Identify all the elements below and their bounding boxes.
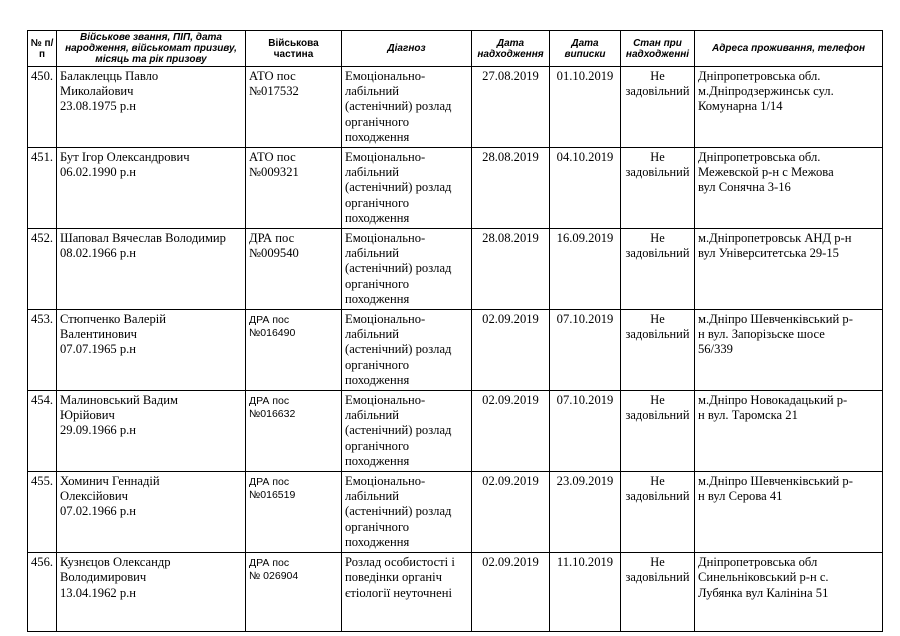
state-cell-line: Не <box>650 555 665 570</box>
table-row <box>28 553 883 632</box>
diagnosis-cell-line: Емоціонально- <box>345 393 426 408</box>
diagnosis-cell <box>342 472 472 553</box>
admission-date: 02.09.2019 <box>472 391 550 472</box>
unit-cell-line: №016632 <box>249 408 296 421</box>
discharge-date: 01.10.2019 <box>550 67 621 148</box>
diagnosis-cell-line: лабільний <box>345 408 400 423</box>
person-cell <box>57 67 246 148</box>
unit-cell-line: №017532 <box>249 84 299 99</box>
diagnosis-cell-line: лабільний <box>345 327 400 342</box>
state-cell-line: задовільний <box>625 84 690 99</box>
person-cell-line: 08.02.1966 р.н <box>60 246 137 261</box>
state-cell-line: Не <box>650 150 665 165</box>
unit-cell <box>246 391 342 472</box>
state-cell-line: задовільний <box>625 408 690 423</box>
header-row <box>28 31 883 67</box>
unit-cell-line: ДРА пос <box>249 395 290 408</box>
diagnosis-cell-line: Емоціонально- <box>345 69 426 83</box>
diagnosis-cell-line: Емоціонально- <box>345 312 426 327</box>
address-cell <box>695 148 883 229</box>
person-cell-line: 07.07.1965 р.н <box>60 342 137 357</box>
diagnosis-cell <box>342 310 472 391</box>
row-number: 450. <box>28 67 57 148</box>
header-person: Військове звання, ПІП, дата народження, військомат призиву, місяць та рік призову <box>57 31 246 67</box>
diagnosis-cell-line: органічного <box>345 519 410 534</box>
discharge-date: 04.10.2019 <box>550 148 621 229</box>
row-number: 452. <box>28 229 57 310</box>
diagnosis-cell-line: лабільний <box>345 489 400 504</box>
unit-cell-line: №016519 <box>249 489 296 502</box>
person-cell-line: Бут Ігор Олександрович <box>60 150 190 165</box>
person-cell <box>57 553 246 632</box>
discharge-date: 11.10.2019 <box>550 553 621 632</box>
person-cell <box>57 229 246 310</box>
address-cell-line: Дніпропетровська обл <box>698 555 818 570</box>
diagnosis-cell-line: органічного <box>345 195 410 210</box>
address-cell <box>695 391 883 472</box>
address-cell-line: Межевской р-н с Межова <box>698 165 834 180</box>
address-cell <box>695 553 883 632</box>
diagnosis-cell-line: (астенічний) розлад <box>345 342 452 357</box>
row-number: 455. <box>28 472 57 553</box>
person-cell-line: Юрійович <box>60 408 115 423</box>
diagnosis-cell-line: (астенічний) розлад <box>345 504 452 519</box>
diagnosis-cell-line: органічного <box>345 438 410 453</box>
unit-cell <box>246 310 342 391</box>
admission-date: 28.08.2019 <box>472 148 550 229</box>
person-cell-line: Малиновський Вадим <box>60 393 179 408</box>
diagnosis-cell <box>342 148 472 229</box>
diagnosis-cell-line: походження <box>345 372 410 387</box>
patients-register-table <box>27 30 883 632</box>
diagnosis-cell-line: (астенічний) розлад <box>345 180 452 195</box>
person-cell <box>57 391 246 472</box>
address-cell-line: Дніпропетровська обл. <box>698 69 821 83</box>
person-cell-line: Балаклецць Павло <box>60 69 159 83</box>
unit-cell-line: № 026904 <box>249 570 299 583</box>
diagnosis-cell-line: органічного <box>345 357 410 372</box>
address-cell <box>695 229 883 310</box>
diagnosis-cell <box>342 553 472 632</box>
diagnosis-cell <box>342 67 472 148</box>
header-unit: Військова частина <box>246 31 342 67</box>
state-cell-line: задовільний <box>625 570 690 585</box>
person-cell-line: Миколайович <box>60 84 134 99</box>
address-cell-line: н вул Серова 41 <box>698 489 783 504</box>
unit-cell-line: ДРА пос <box>249 476 290 489</box>
admission-date: 02.09.2019 <box>472 553 550 632</box>
row-number: 456. <box>28 553 57 632</box>
state-cell-line: Не <box>650 312 665 327</box>
state-cell-line: задовільний <box>625 489 690 504</box>
address-cell-line: м.Дніпродзержинськ сул. <box>698 84 834 99</box>
table-row <box>28 148 883 229</box>
address-cell-line: м.Дніпро Шевченківський р- <box>698 312 853 327</box>
header-num: № п/п <box>28 31 57 67</box>
table-row <box>28 391 883 472</box>
address-cell-line: Комунарна 1/14 <box>698 99 783 114</box>
state-cell <box>621 472 695 553</box>
address-cell-line: н вул. Запорізьске шосе <box>698 327 825 342</box>
diagnosis-cell-line: (астенічний) розлад <box>345 99 452 114</box>
header-state: Стан при надходженні <box>621 31 695 67</box>
address-cell-line: Лубянка вул Калініна 51 <box>698 585 829 600</box>
person-cell <box>57 472 246 553</box>
diagnosis-cell-line: (астенічний) розлад <box>345 423 452 438</box>
address-cell-line: вул Університетська 29-15 <box>698 246 839 261</box>
diagnosis-cell-line: поведінки органіч <box>345 570 442 585</box>
discharge-date: 07.10.2019 <box>550 310 621 391</box>
unit-cell-line: №009321 <box>249 165 299 180</box>
table-row <box>28 229 883 310</box>
address-cell-line: м.Дніпропетровськ АНД р-н <box>698 231 852 246</box>
unit-cell-line: ДРА пос <box>249 231 295 246</box>
diagnosis-cell-line: походження <box>345 534 410 549</box>
unit-cell-line: АТО пос <box>249 69 296 83</box>
discharge-date: 07.10.2019 <box>550 391 621 472</box>
table-row <box>28 310 883 391</box>
discharge-date: 23.09.2019 <box>550 472 621 553</box>
state-cell-line: задовільний <box>625 327 690 342</box>
state-cell-line: Не <box>650 231 665 246</box>
diagnosis-cell-line: Розлад особистості і <box>345 555 455 570</box>
address-cell <box>695 472 883 553</box>
address-cell <box>695 310 883 391</box>
unit-cell-line: АТО пос <box>249 150 296 165</box>
state-cell <box>621 553 695 632</box>
row-number: 454. <box>28 391 57 472</box>
state-cell-line: задовільний <box>625 165 690 180</box>
person-cell-line: Шаповал Вячеслав Володимир <box>60 231 226 246</box>
unit-cell <box>246 553 342 632</box>
address-cell-line: м.Дніпро Шевченківський р- <box>698 474 853 489</box>
header-diagnosis: Діагноз <box>342 31 472 67</box>
person-cell <box>57 148 246 229</box>
diagnosis-cell-line: єтіології неуточнені <box>345 585 452 600</box>
diagnosis-cell-line: Емоціонально- <box>345 474 426 489</box>
admission-date: 28.08.2019 <box>472 229 550 310</box>
state-cell-line: задовільний <box>625 246 690 261</box>
address-cell-line: 56/339 <box>698 342 733 357</box>
diagnosis-cell-line: походження <box>345 291 410 306</box>
person-cell-line: 07.02.1966 р.н <box>60 504 137 519</box>
diagnosis-cell-line: лабільний <box>345 165 400 180</box>
discharge-date: 16.09.2019 <box>550 229 621 310</box>
unit-cell <box>246 67 342 148</box>
state-cell <box>621 391 695 472</box>
diagnosis-cell-line: органічного <box>345 276 410 291</box>
person-cell-line: Кузнєцов Олександр <box>60 555 171 570</box>
state-cell <box>621 67 695 148</box>
row-number: 453. <box>28 310 57 391</box>
diagnosis-cell-line: органічного <box>345 114 410 129</box>
address-cell-line: н вул. Таромска 21 <box>698 408 798 423</box>
person-cell-line: 23.08.1975 р.н <box>60 99 137 114</box>
person-cell-line: 29.09.1966 р.н <box>60 423 137 438</box>
table-row <box>28 67 883 148</box>
unit-cell <box>246 472 342 553</box>
person-cell <box>57 310 246 391</box>
header-address: Адреса проживання, телефон <box>695 31 883 67</box>
address-cell-line: вул Сонячна 3-16 <box>698 180 791 195</box>
header-admission: Дата надходження <box>472 31 550 67</box>
admission-date: 02.09.2019 <box>472 310 550 391</box>
state-cell <box>621 148 695 229</box>
person-cell-line: Олексійович <box>60 489 128 504</box>
person-cell-line: Стюпченко Валерій <box>60 312 166 327</box>
diagnosis-cell-line: походження <box>345 210 410 225</box>
person-cell-line: Валентинович <box>60 327 138 342</box>
diagnosis-cell <box>342 229 472 310</box>
state-cell <box>621 310 695 391</box>
person-cell-line: Володимирович <box>60 570 147 585</box>
person-cell-line: 13.04.1962 р.н <box>60 585 137 600</box>
address-cell-line: Дніпропетровська обл. <box>698 150 821 165</box>
admission-date: 27.08.2019 <box>472 67 550 148</box>
admission-date: 02.09.2019 <box>472 472 550 553</box>
table-row <box>28 472 883 553</box>
person-cell-line: Хоминич Геннадій <box>60 474 160 489</box>
diagnosis-cell-line: лабільний <box>345 246 400 261</box>
diagnosis-cell-line: походження <box>345 453 410 468</box>
diagnosis-cell-line: лабільний <box>345 84 400 99</box>
state-cell <box>621 229 695 310</box>
diagnosis-cell <box>342 391 472 472</box>
unit-cell <box>246 148 342 229</box>
unit-cell-line: ДРА пос <box>249 314 290 327</box>
state-cell-line: Не <box>650 393 665 408</box>
address-cell-line: м.Дніпро Новокадацький р- <box>698 393 848 408</box>
state-cell-line: Не <box>650 474 665 489</box>
unit-cell-line: №016490 <box>249 327 296 340</box>
diagnosis-cell-line: походження <box>345 129 410 144</box>
unit-cell-line: №009540 <box>249 246 299 261</box>
unit-cell <box>246 229 342 310</box>
row-number: 451. <box>28 148 57 229</box>
table-body <box>28 67 883 632</box>
state-cell-line: Не <box>650 69 665 83</box>
address-cell-line: Синельніковський р-н с. <box>698 570 829 585</box>
address-cell <box>695 67 883 148</box>
diagnosis-cell-line: Емоціонально- <box>345 231 426 246</box>
person-cell-line: 06.02.1990 р.н <box>60 165 137 180</box>
diagnosis-cell-line: (астенічний) розлад <box>345 261 452 276</box>
unit-cell-line: ДРА пос <box>249 557 290 570</box>
header-discharge: Дата виписки <box>550 31 621 67</box>
diagnosis-cell-line: Емоціонально- <box>345 150 426 165</box>
